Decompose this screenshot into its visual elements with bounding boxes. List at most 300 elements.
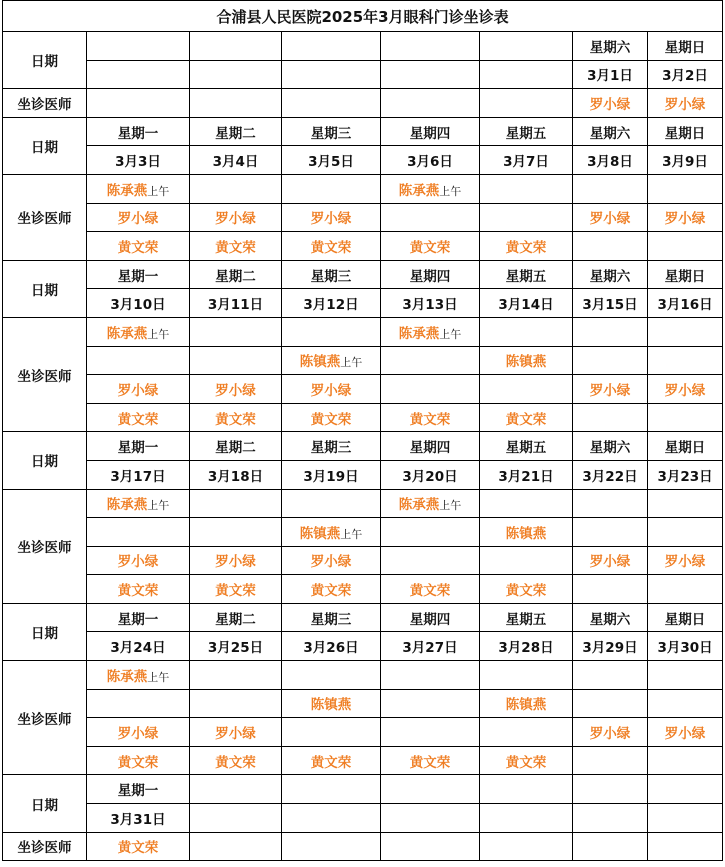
doctor-cell bbox=[87, 232, 190, 261]
weekday-cell: 星期日 bbox=[648, 432, 723, 461]
doctor-cell bbox=[190, 89, 282, 118]
doctor-cell bbox=[381, 546, 480, 575]
doctor-cell bbox=[87, 346, 190, 375]
doctor-row bbox=[3, 518, 723, 547]
doctor-name: 罗小绿 bbox=[310, 554, 352, 571]
doctor-cell bbox=[190, 746, 282, 775]
doctor-cell bbox=[480, 346, 573, 375]
weekday-cell: 星期五 bbox=[480, 432, 573, 461]
weekday-row bbox=[3, 603, 723, 632]
doctor-name: 罗小绿 bbox=[664, 96, 706, 113]
doctor-cell bbox=[648, 317, 723, 346]
date-cell: 3月18日 bbox=[190, 460, 282, 489]
doctor-cell bbox=[381, 489, 480, 518]
doctor-cell bbox=[282, 375, 381, 404]
date-label: 日期 bbox=[3, 775, 87, 832]
date-row bbox=[3, 60, 723, 89]
doctor-row bbox=[3, 489, 723, 518]
doctor-cell bbox=[381, 832, 480, 861]
doctor-cell bbox=[282, 518, 381, 547]
date-cell: 3月31日 bbox=[87, 804, 190, 833]
doctor-cell bbox=[648, 232, 723, 261]
weekday-cell: 星期日 bbox=[648, 603, 723, 632]
doctor-cell bbox=[381, 403, 480, 432]
doctor-cell bbox=[573, 546, 648, 575]
doctor-name: 罗小绿 bbox=[589, 554, 631, 571]
weekday-cell: 星期日 bbox=[648, 260, 723, 289]
doctor-row bbox=[3, 317, 723, 346]
doctor-cell bbox=[573, 403, 648, 432]
weekday-cell: 星期一 bbox=[87, 432, 190, 461]
session-note: 上午 bbox=[147, 499, 170, 513]
session-note: 上午 bbox=[340, 356, 363, 370]
doctor-cell bbox=[381, 89, 480, 118]
doctor-name: 黄文荣 bbox=[215, 583, 256, 600]
doctor-cell bbox=[381, 718, 480, 747]
doctor-cell bbox=[87, 317, 190, 346]
doctor-name: 罗小绿 bbox=[664, 382, 706, 399]
doctor-cell bbox=[573, 203, 648, 232]
date-cell bbox=[381, 804, 480, 833]
doctor-cell bbox=[282, 689, 381, 718]
weekday-cell: 星期五 bbox=[480, 260, 573, 289]
doctor-cell bbox=[480, 489, 573, 518]
doctor-cell bbox=[190, 317, 282, 346]
doctor-cell bbox=[573, 518, 648, 547]
weekday-cell: 星期三 bbox=[282, 603, 381, 632]
doctor-cell bbox=[573, 346, 648, 375]
doctor-name: 黄文荣 bbox=[409, 754, 451, 771]
date-label: 日期 bbox=[3, 260, 87, 317]
doctor-name: 黄文荣 bbox=[505, 754, 547, 771]
weekday-cell bbox=[282, 32, 381, 61]
doctor-cell bbox=[480, 232, 573, 261]
weekday-row bbox=[3, 32, 723, 61]
doctor-cell bbox=[480, 832, 573, 861]
date-cell: 3月27日 bbox=[381, 632, 480, 661]
doctor-name: 陈承燕 bbox=[106, 668, 148, 685]
doctor-cell bbox=[573, 375, 648, 404]
weekday-cell: 星期六 bbox=[573, 603, 648, 632]
weekday-cell: 星期四 bbox=[381, 603, 480, 632]
session-note: 上午 bbox=[147, 670, 170, 684]
date-cell: 3月14日 bbox=[480, 289, 573, 318]
doctor-cell bbox=[573, 832, 648, 861]
doctor-cell bbox=[190, 546, 282, 575]
weekday-row bbox=[3, 432, 723, 461]
doctor-cell bbox=[648, 689, 723, 718]
weekday-cell: 星期一 bbox=[87, 603, 190, 632]
doctor-name: 罗小绿 bbox=[589, 726, 631, 743]
weekday-cell: 星期五 bbox=[480, 603, 573, 632]
doctor-label: 坐诊医师 bbox=[3, 832, 87, 861]
doctor-cell bbox=[282, 661, 381, 690]
doctor-cell bbox=[573, 746, 648, 775]
weekday-cell: 星期三 bbox=[282, 432, 381, 461]
doctor-cell bbox=[87, 746, 190, 775]
doctor-name: 罗小绿 bbox=[310, 211, 352, 228]
date-row bbox=[3, 146, 723, 175]
doctor-cell bbox=[480, 518, 573, 547]
doctor-name: 黄文荣 bbox=[117, 840, 159, 857]
doctor-cell bbox=[648, 489, 723, 518]
doctor-name: 黄文荣 bbox=[117, 411, 159, 428]
doctor-label: 坐诊医师 bbox=[3, 174, 87, 260]
doctor-name: 罗小绿 bbox=[664, 554, 706, 571]
doctor-name: 罗小绿 bbox=[117, 211, 159, 228]
date-cell: 3月16日 bbox=[648, 289, 723, 318]
doctor-cell bbox=[381, 174, 480, 203]
weekday-cell: 星期二 bbox=[190, 603, 282, 632]
date-cell bbox=[648, 804, 723, 833]
doctor-cell bbox=[87, 375, 190, 404]
weekday-cell bbox=[573, 775, 648, 804]
doctor-row bbox=[3, 546, 723, 575]
doctor-cell bbox=[282, 575, 381, 604]
doctor-name: 陈镇燕 bbox=[505, 525, 547, 542]
date-cell: 3月7日 bbox=[480, 146, 573, 175]
date-cell: 3月19日 bbox=[282, 460, 381, 489]
doctor-label: 坐诊医师 bbox=[3, 89, 87, 118]
doctor-name: 罗小绿 bbox=[664, 726, 706, 743]
doctor-cell bbox=[480, 575, 573, 604]
doctor-cell bbox=[190, 575, 282, 604]
doctor-name: 罗小绿 bbox=[589, 211, 631, 228]
doctor-name: 罗小绿 bbox=[117, 554, 159, 571]
doctor-cell bbox=[381, 518, 480, 547]
date-cell: 3月12日 bbox=[282, 289, 381, 318]
doctor-cell bbox=[573, 661, 648, 690]
doctor-cell bbox=[87, 518, 190, 547]
session-note: 上午 bbox=[340, 527, 363, 541]
doctor-cell bbox=[87, 89, 190, 118]
doctor-cell bbox=[648, 174, 723, 203]
date-cell: 3月4日 bbox=[190, 146, 282, 175]
weekday-cell: 星期四 bbox=[381, 260, 480, 289]
doctor-row bbox=[3, 89, 723, 118]
doctor-name: 黄文荣 bbox=[117, 754, 159, 771]
weekday-cell: 星期二 bbox=[190, 117, 282, 146]
doctor-name: 陈镇燕 bbox=[505, 354, 547, 371]
date-cell: 3月25日 bbox=[190, 632, 282, 661]
doctor-row bbox=[3, 832, 723, 861]
doctor-name: 罗小绿 bbox=[215, 726, 256, 743]
doctor-row bbox=[3, 575, 723, 604]
doctor-name: 陈承燕 bbox=[398, 325, 440, 342]
session-note: 上午 bbox=[147, 327, 170, 341]
doctor-name: 陈镇燕 bbox=[310, 697, 352, 714]
weekday-cell: 星期三 bbox=[282, 117, 381, 146]
date-cell: 3月21日 bbox=[480, 460, 573, 489]
date-cell: 3月6日 bbox=[381, 146, 480, 175]
weekday-cell bbox=[480, 32, 573, 61]
date-cell: 3月24日 bbox=[87, 632, 190, 661]
weekday-cell: 星期六 bbox=[573, 260, 648, 289]
doctor-cell bbox=[480, 89, 573, 118]
doctor-cell bbox=[190, 232, 282, 261]
weekday-cell bbox=[190, 32, 282, 61]
doctor-cell bbox=[190, 375, 282, 404]
doctor-row bbox=[3, 375, 723, 404]
doctor-cell bbox=[381, 689, 480, 718]
doctor-cell bbox=[648, 203, 723, 232]
doctor-name: 罗小绿 bbox=[310, 382, 352, 399]
doctor-cell bbox=[381, 746, 480, 775]
doctor-cell bbox=[282, 346, 381, 375]
doctor-cell bbox=[87, 203, 190, 232]
doctor-cell bbox=[480, 375, 573, 404]
date-cell: 3月3日 bbox=[87, 146, 190, 175]
session-note: 上午 bbox=[439, 499, 462, 513]
doctor-cell bbox=[648, 746, 723, 775]
doctor-cell bbox=[480, 317, 573, 346]
date-cell: 3月30日 bbox=[648, 632, 723, 661]
doctor-cell bbox=[190, 518, 282, 547]
doctor-cell bbox=[282, 832, 381, 861]
doctor-name: 罗小绿 bbox=[215, 554, 256, 571]
doctor-cell bbox=[87, 689, 190, 718]
doctor-name: 罗小绿 bbox=[117, 726, 159, 743]
date-cell: 3月20日 bbox=[381, 460, 480, 489]
weekday-cell: 星期二 bbox=[190, 432, 282, 461]
doctor-row bbox=[3, 174, 723, 203]
doctor-cell bbox=[648, 403, 723, 432]
schedule-table bbox=[2, 0, 723, 861]
doctor-name: 陈承燕 bbox=[106, 325, 148, 342]
doctor-cell bbox=[648, 546, 723, 575]
doctor-name: 黄文荣 bbox=[505, 411, 547, 428]
date-cell bbox=[381, 60, 480, 89]
doctor-cell bbox=[190, 346, 282, 375]
doctor-cell bbox=[480, 174, 573, 203]
date-cell: 3月15日 bbox=[573, 289, 648, 318]
doctor-cell bbox=[381, 232, 480, 261]
doctor-cell bbox=[573, 689, 648, 718]
weekday-cell: 星期四 bbox=[381, 432, 480, 461]
doctor-row bbox=[3, 718, 723, 747]
doctor-cell bbox=[87, 832, 190, 861]
doctor-cell bbox=[282, 403, 381, 432]
weekday-cell: 星期一 bbox=[87, 117, 190, 146]
date-cell bbox=[87, 60, 190, 89]
doctor-cell bbox=[381, 346, 480, 375]
weekday-cell: 星期日 bbox=[648, 32, 723, 61]
doctor-name: 罗小绿 bbox=[589, 96, 631, 113]
doctor-row bbox=[3, 661, 723, 690]
session-note: 上午 bbox=[147, 184, 170, 198]
doctor-cell bbox=[87, 718, 190, 747]
doctor-row bbox=[3, 203, 723, 232]
doctor-cell bbox=[87, 174, 190, 203]
doctor-name: 陈承燕 bbox=[106, 182, 148, 199]
weekday-row bbox=[3, 260, 723, 289]
doctor-cell bbox=[573, 575, 648, 604]
doctor-cell bbox=[381, 203, 480, 232]
weekday-cell: 星期六 bbox=[573, 117, 648, 146]
weekday-cell: 星期三 bbox=[282, 260, 381, 289]
page-title: 合浦县人民医院2025年3月眼科门诊坐诊表 bbox=[3, 1, 723, 32]
weekday-cell bbox=[381, 32, 480, 61]
schedule-body bbox=[3, 1, 723, 861]
date-cell bbox=[190, 804, 282, 833]
doctor-row bbox=[3, 403, 723, 432]
session-note: 上午 bbox=[439, 184, 462, 198]
date-cell: 3月17日 bbox=[87, 460, 190, 489]
date-row bbox=[3, 460, 723, 489]
doctor-name: 黄文荣 bbox=[505, 239, 547, 256]
doctor-name: 黄文荣 bbox=[117, 583, 159, 600]
doctor-name: 陈承燕 bbox=[398, 497, 440, 514]
doctor-name: 黄文荣 bbox=[505, 583, 547, 600]
date-cell: 3月9日 bbox=[648, 146, 723, 175]
doctor-cell bbox=[282, 718, 381, 747]
doctor-name: 黄文荣 bbox=[215, 411, 256, 428]
date-cell bbox=[190, 60, 282, 89]
date-cell bbox=[573, 804, 648, 833]
weekday-cell: 星期日 bbox=[648, 117, 723, 146]
doctor-cell bbox=[480, 718, 573, 747]
doctor-name: 陈镇燕 bbox=[299, 525, 341, 542]
date-label: 日期 bbox=[3, 117, 87, 174]
doctor-cell bbox=[381, 317, 480, 346]
weekday-cell: 星期一 bbox=[87, 260, 190, 289]
weekday-cell: 星期一 bbox=[87, 775, 190, 804]
doctor-cell bbox=[190, 718, 282, 747]
doctor-cell bbox=[190, 661, 282, 690]
doctor-cell bbox=[190, 689, 282, 718]
doctor-cell bbox=[648, 718, 723, 747]
weekday-cell: 星期六 bbox=[573, 432, 648, 461]
doctor-name: 黄文荣 bbox=[409, 411, 451, 428]
doctor-cell bbox=[87, 575, 190, 604]
date-row bbox=[3, 632, 723, 661]
weekday-cell: 星期五 bbox=[480, 117, 573, 146]
doctor-cell bbox=[282, 746, 381, 775]
date-cell: 3月26日 bbox=[282, 632, 381, 661]
weekday-cell bbox=[87, 32, 190, 61]
weekday-cell bbox=[480, 775, 573, 804]
doctor-name: 陈镇燕 bbox=[299, 354, 341, 371]
doctor-cell bbox=[190, 174, 282, 203]
doctor-cell bbox=[573, 317, 648, 346]
doctor-name: 黄文荣 bbox=[215, 239, 256, 256]
date-row bbox=[3, 289, 723, 318]
doctor-cell bbox=[648, 575, 723, 604]
doctor-name: 陈承燕 bbox=[398, 182, 440, 199]
doctor-name: 黄文荣 bbox=[215, 754, 256, 771]
date-cell: 3月10日 bbox=[87, 289, 190, 318]
doctor-cell bbox=[282, 232, 381, 261]
doctor-name: 黄文荣 bbox=[310, 411, 352, 428]
doctor-name: 罗小绿 bbox=[215, 211, 256, 228]
date-cell: 3月1日 bbox=[573, 60, 648, 89]
doctor-cell bbox=[648, 375, 723, 404]
doctor-name: 黄文荣 bbox=[310, 583, 352, 600]
doctor-row bbox=[3, 689, 723, 718]
doctor-cell bbox=[480, 661, 573, 690]
doctor-cell bbox=[381, 661, 480, 690]
doctor-cell bbox=[480, 746, 573, 775]
doctor-cell bbox=[648, 346, 723, 375]
doctor-name: 黄文荣 bbox=[310, 754, 352, 771]
doctor-cell bbox=[282, 317, 381, 346]
doctor-cell bbox=[190, 403, 282, 432]
date-label: 日期 bbox=[3, 32, 87, 89]
date-cell bbox=[282, 60, 381, 89]
doctor-cell bbox=[87, 661, 190, 690]
date-row bbox=[3, 804, 723, 833]
doctor-cell bbox=[87, 546, 190, 575]
date-label: 日期 bbox=[3, 603, 87, 660]
doctor-name: 陈镇燕 bbox=[505, 697, 547, 714]
weekday-row bbox=[3, 775, 723, 804]
weekday-cell: 星期四 bbox=[381, 117, 480, 146]
doctor-cell bbox=[282, 174, 381, 203]
doctor-cell bbox=[573, 718, 648, 747]
doctor-cell bbox=[480, 203, 573, 232]
weekday-cell bbox=[282, 775, 381, 804]
doctor-cell bbox=[648, 832, 723, 861]
date-cell: 3月28日 bbox=[480, 632, 573, 661]
doctor-row bbox=[3, 346, 723, 375]
date-cell bbox=[480, 804, 573, 833]
doctor-cell bbox=[190, 489, 282, 518]
weekday-cell bbox=[648, 775, 723, 804]
doctor-cell bbox=[282, 89, 381, 118]
doctor-name: 黄文荣 bbox=[310, 239, 352, 256]
date-cell: 3月5日 bbox=[282, 146, 381, 175]
doctor-name: 罗小绿 bbox=[117, 382, 159, 399]
date-cell: 3月13日 bbox=[381, 289, 480, 318]
date-cell: 3月23日 bbox=[648, 460, 723, 489]
doctor-cell bbox=[381, 575, 480, 604]
weekday-cell: 星期六 bbox=[573, 32, 648, 61]
doctor-cell bbox=[480, 403, 573, 432]
weekday-cell: 星期二 bbox=[190, 260, 282, 289]
session-note: 上午 bbox=[439, 327, 462, 341]
date-cell bbox=[282, 804, 381, 833]
doctor-cell bbox=[381, 375, 480, 404]
weekday-cell bbox=[381, 775, 480, 804]
doctor-cell bbox=[648, 89, 723, 118]
doctor-row bbox=[3, 746, 723, 775]
title-row bbox=[3, 1, 723, 32]
doctor-label: 坐诊医师 bbox=[3, 317, 87, 431]
doctor-cell bbox=[480, 689, 573, 718]
doctor-cell bbox=[573, 174, 648, 203]
date-cell: 3月2日 bbox=[648, 60, 723, 89]
weekday-cell bbox=[190, 775, 282, 804]
doctor-name: 罗小绿 bbox=[664, 211, 706, 228]
doctor-row bbox=[3, 232, 723, 261]
date-cell: 3月8日 bbox=[573, 146, 648, 175]
date-label: 日期 bbox=[3, 432, 87, 489]
doctor-name: 罗小绿 bbox=[215, 382, 256, 399]
doctor-cell bbox=[282, 203, 381, 232]
date-cell: 3月22日 bbox=[573, 460, 648, 489]
date-cell: 3月11日 bbox=[190, 289, 282, 318]
doctor-cell bbox=[282, 546, 381, 575]
doctor-label: 坐诊医师 bbox=[3, 489, 87, 603]
weekday-row bbox=[3, 117, 723, 146]
date-cell bbox=[480, 60, 573, 89]
doctor-cell bbox=[648, 518, 723, 547]
doctor-name: 黄文荣 bbox=[117, 239, 159, 256]
date-cell: 3月29日 bbox=[573, 632, 648, 661]
doctor-name: 罗小绿 bbox=[589, 382, 631, 399]
doctor-cell bbox=[648, 661, 723, 690]
doctor-name: 陈承燕 bbox=[106, 497, 148, 514]
